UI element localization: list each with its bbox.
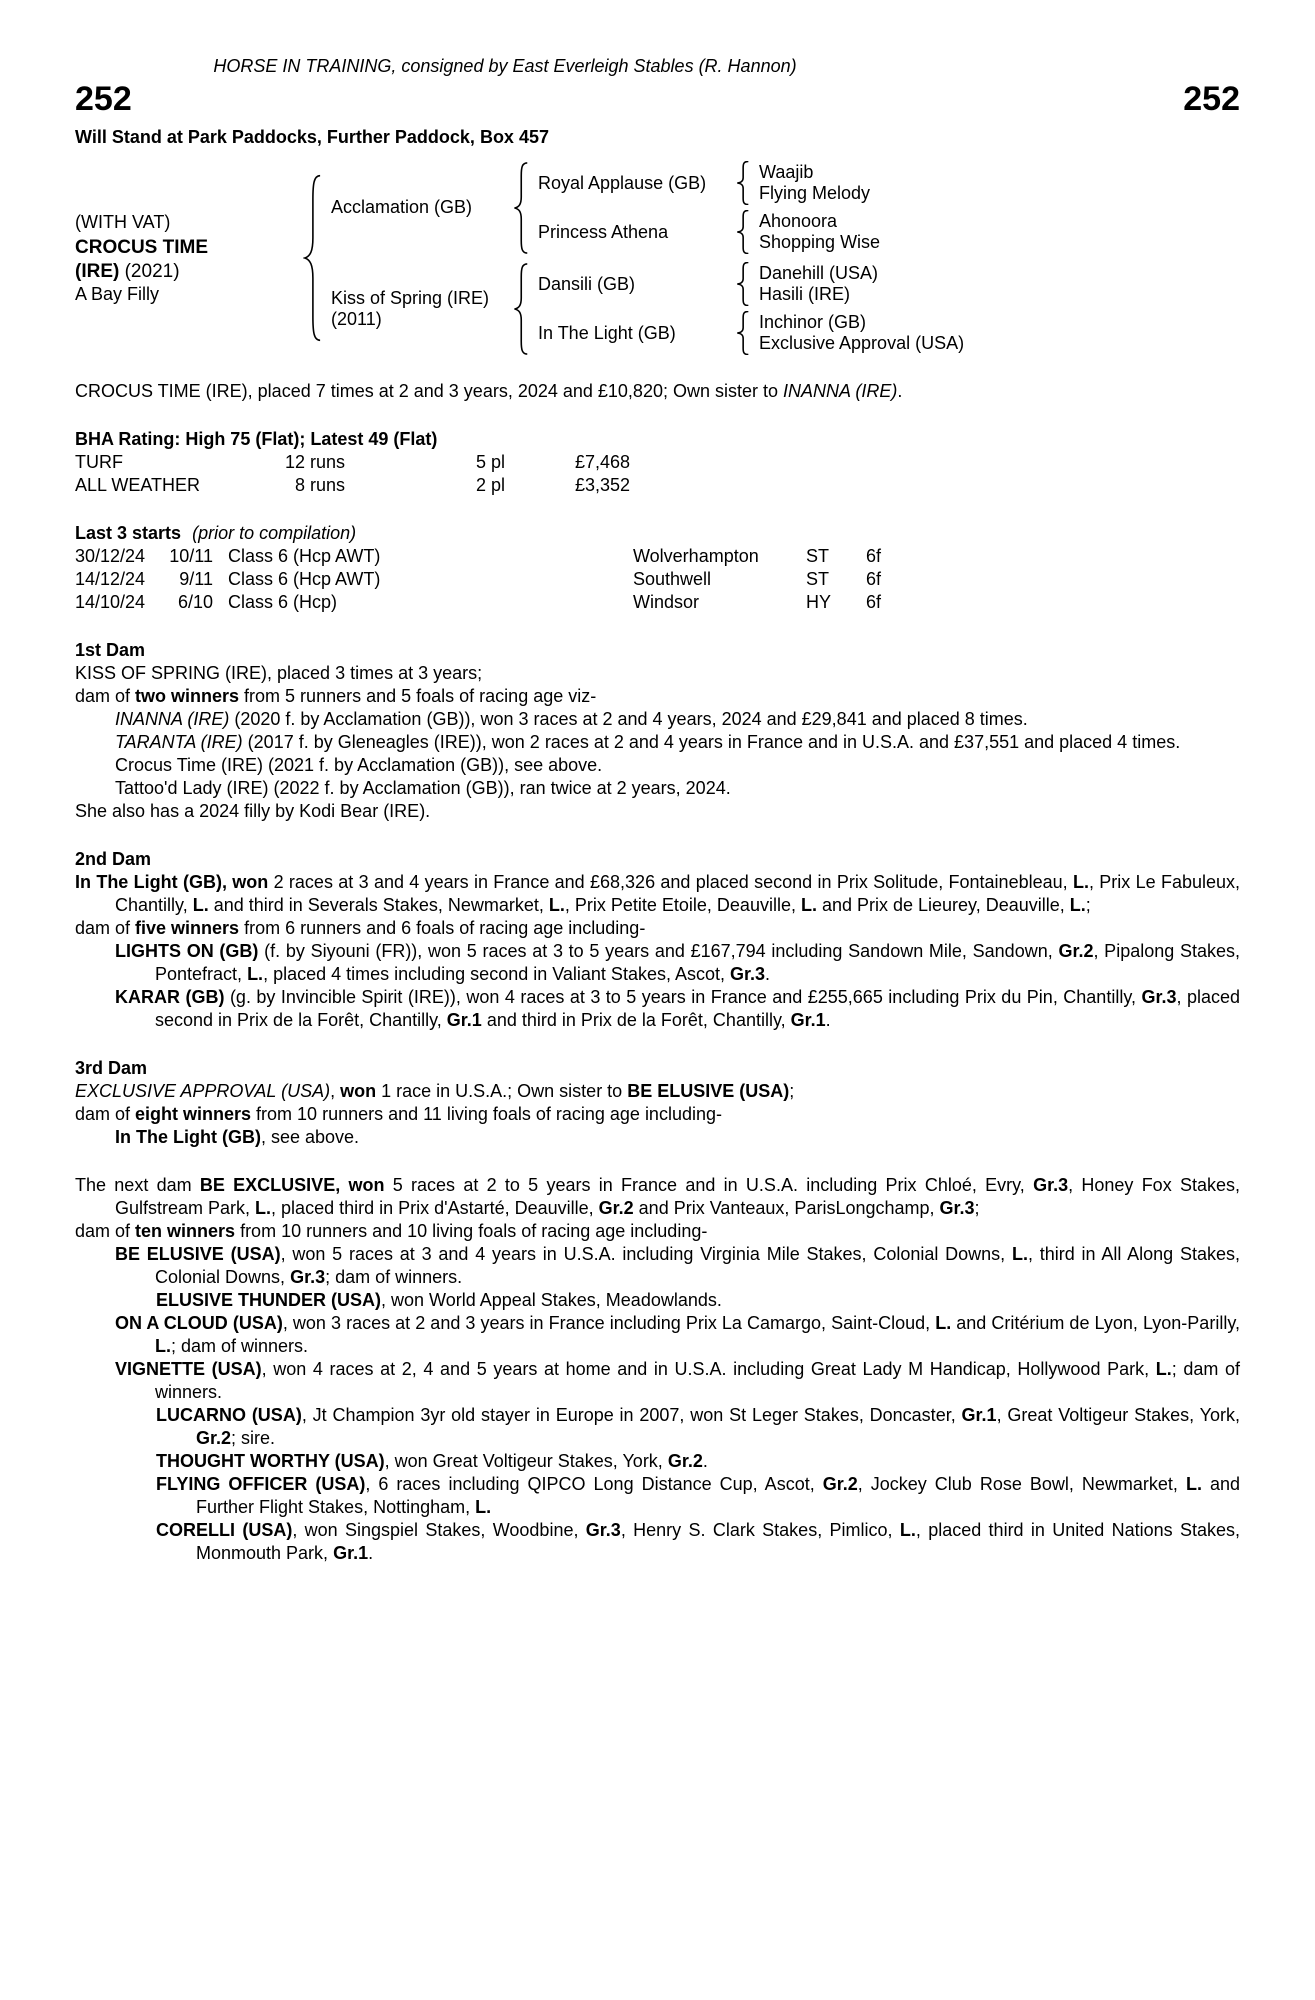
table-row [75, 451, 1240, 474]
lot-number-row [75, 80, 1240, 118]
bha-rating-line: BHA Rating: High 75 (Flat); Latest 49 (Flat) [75, 429, 438, 449]
section-heading: 2nd Dam [75, 849, 152, 869]
pedigree-entry: VIGNETTE (USA), won 4 races at 2, 4 and 5 years at home and in U.S.A. including Great Lady M Handicap, Hollywood Park, L.; dam of winners. [115, 1359, 1240, 1402]
grandsire-name: Dansili (GB) [538, 273, 636, 294]
dam-intro: KISS OF SPRING (IRE), placed 3 times at 3 years; [75, 663, 483, 683]
first-dam-section [75, 639, 1240, 823]
granddam-name: In The Light (GB) [538, 322, 676, 343]
sire-group [331, 161, 964, 254]
dam-intro: In The Light (GB), won 2 races at 3 and 4 years in France and £68,326 and placed second in Prix Solitude, Fontainebleau, L., Prix Le Fabuleux, Chantilly, L. and third in Severals Stakes, Newmarket, L., Prix Petite Etoile, Deauville, L. and Prix de Lieurey, Deauville, L.; [75, 872, 1240, 915]
vat-note: (WITH VAT) [75, 211, 171, 232]
dam-of-line: dam of eight winners from 10 runners and 11 living foals of racing age including- [75, 1104, 722, 1124]
second-dam-section [75, 848, 1240, 1032]
table-row [75, 568, 1240, 591]
start-race-class: Class 6 (Hcp) [228, 592, 338, 612]
dam-intro: EXCLUSIVE APPROVAL (USA), won 1 race in U.S.A.; Own sister to BE ELUSIVE (USA); [75, 1081, 795, 1101]
pedigree-entry: INANNA (IRE) (2020 f. by Acclamation (GB)), won 3 races at 2 and 4 years, 2024 and £29,841 and placed 8 times. [115, 709, 1028, 729]
pedigree-entry: ELUSIVE THUNDER (USA), won World Appeal Stakes, Meadowlands. [156, 1290, 722, 1310]
parents-column [331, 161, 964, 355]
grandparent-group [538, 262, 964, 306]
table-row [75, 474, 1240, 497]
section-heading: 3rd Dam [75, 1058, 148, 1078]
start-race-class: Class 6 (Hcp AWT) [228, 569, 381, 589]
pedigree-brace-icon [513, 263, 528, 355]
surface-label: ALL WEATHER [75, 475, 201, 495]
great-grandparent-name: Inchinor (GB) [759, 312, 867, 332]
pedigree-entry: CORELLI (USA), won Singspiel Stakes, Woodbine, Gr.3, Henry S. Clark Stakes, Pimlico, L., placed third in United Nations Stakes, Monmouth Park, Gr.1. [156, 1520, 1240, 1563]
great-grandparent-name: Ahonoora [759, 211, 838, 231]
pedigree-brace-icon [303, 174, 321, 342]
pedigree-entry: LIGHTS ON (GB) (f. by Siyouni (FR)), won 5 races at 3 to 5 years and £167,794 including Sandown Mile, Sandown, Gr.2, Pipalong Stakes, Pontefract, L., placed 4 times including second in Valiant Stakes, Ascot, Gr.3. [115, 941, 1240, 984]
pedigree-entry: THOUGHT WORTHY (USA), won Great Voltigeur Stakes, York, Gr.2. [156, 1451, 708, 1471]
last-starts-title: Last 3 starts [75, 523, 182, 543]
horse-name: CROCUS TIME [75, 236, 208, 258]
pedigree-entry: BE ELUSIVE (USA), won 5 races at 3 and 4 years in U.S.A. including Virginia Mile Stakes, Colonial Downs, L., third in All Along Stakes, Colonial Downs, Gr.3; dam of winners. [115, 1244, 1240, 1287]
start-track: Windsor [633, 592, 700, 612]
great-grandparents [759, 162, 870, 204]
bha-section [75, 428, 1240, 497]
race-summary: CROCUS TIME (IRE), placed 7 times at 2 and 3 years, 2024 and £10,820; Own sister to INANNA (IRE). [75, 381, 903, 401]
horse-colour-sex: A Bay Filly [75, 283, 160, 304]
horse-suffix: (IRE) (2021) [75, 260, 180, 282]
pedigree-entry: TARANTA (IRE) (2017 f. by Gleneagles (IRE)), won 2 races at 2 and 4 years in France and in U.S.A. and £37,551 and placed 4 times. [115, 732, 1181, 752]
start-date: 14/12/24 [75, 569, 146, 589]
start-date: 30/12/24 [75, 546, 146, 566]
lot-number-left: 252 [75, 80, 132, 118]
start-race-class: Class 6 (Hcp AWT) [228, 546, 381, 566]
runs-value: 12 runs [284, 452, 345, 472]
start-distance: 6f [866, 592, 882, 612]
race-summary-section [75, 380, 1240, 403]
start-position: 10/11 [169, 546, 213, 566]
start-date: 14/10/24 [75, 592, 146, 612]
sire-grandparents [538, 161, 880, 254]
start-position: 9/11 [179, 569, 213, 589]
dam-name [331, 288, 507, 330]
stand-location-line: Will Stand at Park Paddocks, Further Paddock, Box 457 [75, 127, 549, 147]
places-value: 5 pl [475, 452, 505, 472]
table-row [75, 545, 1240, 568]
pedigree-entry: LUCARNO (USA), Jt Champion 3yr old stayer in Europe in 2007, won St Leger Stakes, Doncaster, Gr.1, Great Voltigeur Stakes, York, Gr.2; sire. [156, 1405, 1240, 1448]
runs-value: 8 runs [294, 475, 345, 495]
pedigree-brace-icon [736, 210, 749, 254]
start-distance: 6f [866, 546, 882, 566]
granddam-name: Princess Athena [538, 221, 669, 242]
start-position: 6/10 [177, 592, 213, 612]
great-grandparent-name: Shopping Wise [759, 232, 881, 252]
consignor-line: HORSE IN TRAINING, consigned by East Everleigh Stables (R. Hannon) [213, 56, 797, 76]
surface-label: TURF [75, 452, 123, 472]
grandparent-group [538, 210, 880, 254]
dam-group [331, 262, 964, 355]
section-heading: 1st Dam [75, 640, 146, 660]
start-going: ST [806, 546, 830, 566]
grandparent-group [538, 311, 964, 355]
grandparent-group [538, 161, 880, 205]
dam-year-line: (2011) [331, 308, 382, 329]
grandsire-name: Royal Applause (GB) [538, 172, 707, 193]
pedigree-entry: FLYING OFFICER (USA), 6 races including QIPCO Long Distance Cup, Ascot, Gr.2, Jockey Club Rose Bowl, Newmarket, L. and Further Flight Stakes, Nottingham, L. [156, 1474, 1241, 1517]
pedigree-brace-icon [736, 161, 749, 205]
great-grandparents [759, 211, 880, 253]
pedigree-entry: ON A CLOUD (USA), won 3 races at 2 and 3 years in France including Prix La Camargo, Saint-Cloud, L. and Critérium de Lyon, Lyon-Parilly, L.; dam of winners. [115, 1313, 1240, 1356]
dam-of-line: dam of two winners from 5 runners and 5 foals of racing age viz- [75, 686, 597, 706]
dam-of-line: dam of five winners from 6 runners and 6 foals of racing age including- [75, 918, 646, 938]
pedigree-brace-icon [513, 162, 528, 254]
pedigree-entry: Crocus Time (IRE) (2021 f. by Acclamation (GB)), see above. [115, 755, 603, 775]
start-distance: 6f [866, 569, 882, 589]
pedigree-entry: Tattoo'd Lady (IRE) (2022 f. by Acclamation (GB)), ran twice at 2 years, 2024. [115, 778, 731, 798]
earnings-value: £7,468 [575, 452, 631, 472]
start-track: Wolverhampton [633, 546, 759, 566]
horse-identity [75, 212, 297, 305]
dam-grandparents [538, 262, 964, 355]
great-grandparent-name: Waajib [759, 162, 814, 182]
pedigree-entry: In The Light (GB), see above. [115, 1127, 360, 1147]
lot-number-right: 252 [1183, 80, 1240, 118]
sire-name: Acclamation (GB) [331, 197, 473, 217]
last-starts-note: (prior to compilation) [192, 523, 357, 543]
pedigree-brace-icon [736, 311, 749, 355]
pedigree-entry: KARAR (GB) (g. by Invincible Spirit (IRE)), won 4 races at 3 to 5 years in France and £255,665 including Prix du Pin, Chantilly, Gr.3, placed second in Prix de la Forêt, Chantilly, Gr.1 and third in Prix de la Forêt, Chantilly, Gr.1. [115, 987, 1241, 1030]
dam-of-line: dam of ten winners from 10 runners and 10 living foals of racing age including- [75, 1221, 708, 1241]
great-grandparent-name: Danehill (USA) [759, 263, 879, 283]
great-grandparents [759, 263, 878, 305]
next-dam-section [75, 1174, 1240, 1565]
third-dam-section [75, 1057, 1240, 1149]
earnings-value: £3,352 [575, 475, 631, 495]
great-grandparent-name: Flying Melody [759, 183, 871, 203]
last-starts-heading [75, 522, 1240, 545]
table-row [75, 591, 1240, 614]
start-going: ST [806, 569, 830, 589]
great-grandparent-name: Exclusive Approval (USA) [759, 333, 965, 353]
pedigree-brace-icon [736, 262, 749, 306]
last-starts-section [75, 522, 1240, 614]
start-track: Southwell [633, 569, 712, 589]
dam-intro: The next dam BE EXCLUSIVE, won 5 races at 2 to 5 years in France and in U.S.A. including Prix Chloé, Evry, Gr.3, Honey Fox Stakes, Gulfstream Park, L., placed third in Prix d'Astarté, Deauville, Gr.2 and Prix Vanteaux, ParisLongchamp, Gr.3; [75, 1175, 1241, 1218]
dam-name-line: Kiss of Spring (IRE) [331, 287, 490, 308]
places-value: 2 pl [475, 475, 505, 495]
pedigree-table [75, 161, 1240, 355]
great-grandparents [759, 312, 964, 354]
start-going: HY [806, 592, 832, 612]
great-grandparent-name: Hasili (IRE) [759, 284, 851, 304]
also-has-line: She also has a 2024 filly by Kodi Bear (IRE). [75, 801, 431, 821]
